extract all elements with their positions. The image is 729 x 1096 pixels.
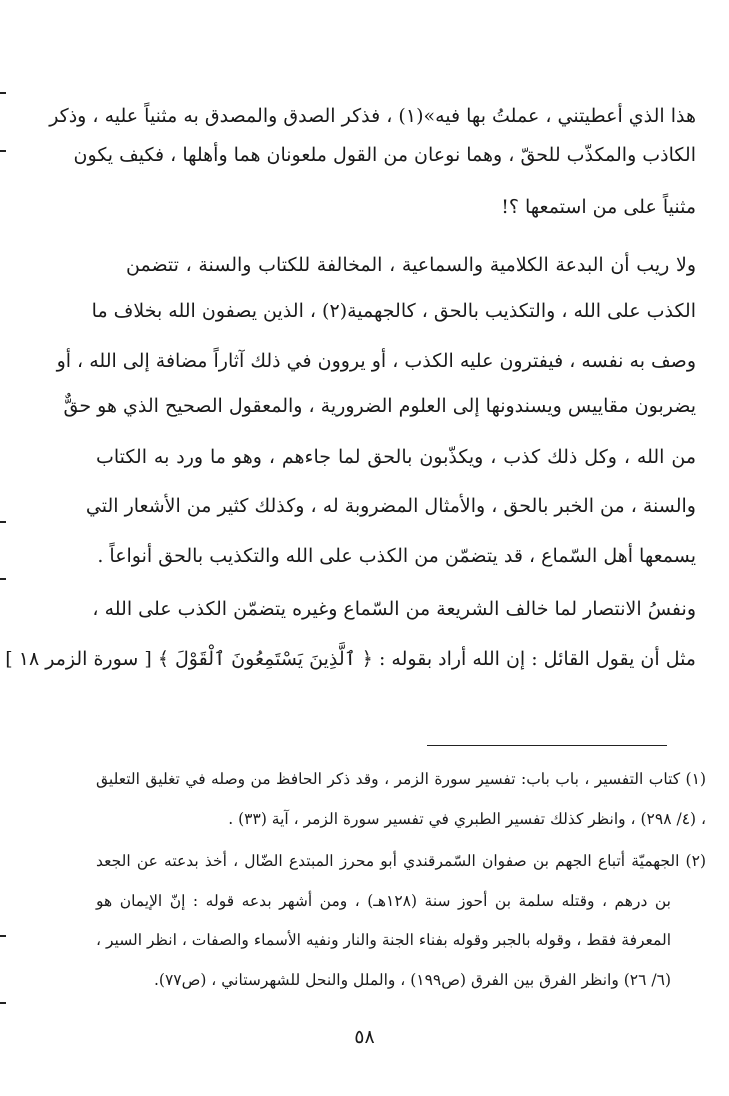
scan-mark [0,521,6,523]
body-line: ونفسُ الانتصار لما خالف الشريعة من السّماع وغيره يتضمّن الكذب على الله ، [92,598,696,620]
page-number: ٥٨ [354,1026,375,1048]
scan-mark [0,1002,6,1004]
body-line: هذا الذي أعطيتني ، عملتُ بها فيه»(١) ، فذكر الصدق والمصدق به مثنياً عليه ، وذكر [49,105,696,127]
footnote-line: (٦/ ٢٦) وانظر الفرق بين الفرق (ص١٩٩) ، والملل والنحل للشهرستاني ، (ص٧٧). [153,971,671,989]
body-line: وصف به نفسه ، فيفترون عليه الكذب ، أو يروون في ذلك آثاراً مضافة إلى الله ، أو [56,350,696,372]
body-line: من الله ، وكل ذلك كذب ، ويكذّبون بالحق لما جاءهم ، وهو ما ورد به الكتاب [96,446,696,468]
scan-mark [0,150,6,152]
body-line: الكاذب والمكذّب للحقّ ، وهما نوعان من القول ملعونان هما وأهلها ، فكيف يكون [73,144,696,166]
body-line: يضربون مقاييس ويسندونها إلى العلوم الضرورية ، والمعقول الصحيح الذي هو حقٌّ [63,395,696,417]
footnote-line: المعرفة فقط ، وقوله بالجبر وقوله بفناء الجنة والنار ونفيه الأسماء والصفات ، انظر السير ، [96,931,671,949]
body-line: يسمعها أهل السّماع ، قد يتضمّن من الكذب على الله والتكذيب بالحق أنواعاً . [97,545,696,567]
body-line: ولا ريب أن البدعة الكلامية والسماعية ، المخالفة للكتاب والسنة ، تتضمن [126,254,696,276]
scan-mark [0,92,6,94]
body-line: والسنة ، من الخبر بالحق ، والأمثال المضروبة له ، وكذلك كثير من الأشعار التي [85,495,696,517]
footnote-divider [427,745,667,746]
footnote-line: بن درهم ، وقتله سلمة بن أحوز سنة (١٢٨هـ) ، ومن أشهر بدعه قوله : إنّ الإيمان هو [96,892,671,910]
body-line: مثنياً على من استمعها ؟! [501,196,696,218]
body-line: مثل أن يقول القائل : إن الله أراد بقوله : ﴿ ٱلَّذِينَ يَسْتَمِعُونَ ٱلْقَوْلَ ﴾ [ سورة الزمر ١٨ ] [5,648,696,670]
body-line: الكذب على الله ، والتكذيب بالحق ، كالجهمية(٢) ، الذين يصفون الله بخلاف ما [91,300,696,322]
scan-mark [0,935,6,937]
footnote-line: (١) كتاب التفسير ، باب باب: تفسير سورة الزمر ، وقد ذكر الحافظ من وصله في تغليق التعليق [96,770,706,788]
footnote-line: ، (٤/ ٢٩٨) ، وانظر كذلك تفسير الطبري في تفسير سورة الزمر ، آية (٣٣) . [228,810,706,828]
scan-mark [0,578,6,580]
footnote-line: (٢) الجهميّة أتباع الجهم بن صفوان السّمرقندي أبو محرز المبتدع الضّال ، أخذ بدعته عن الجعد [96,852,706,870]
